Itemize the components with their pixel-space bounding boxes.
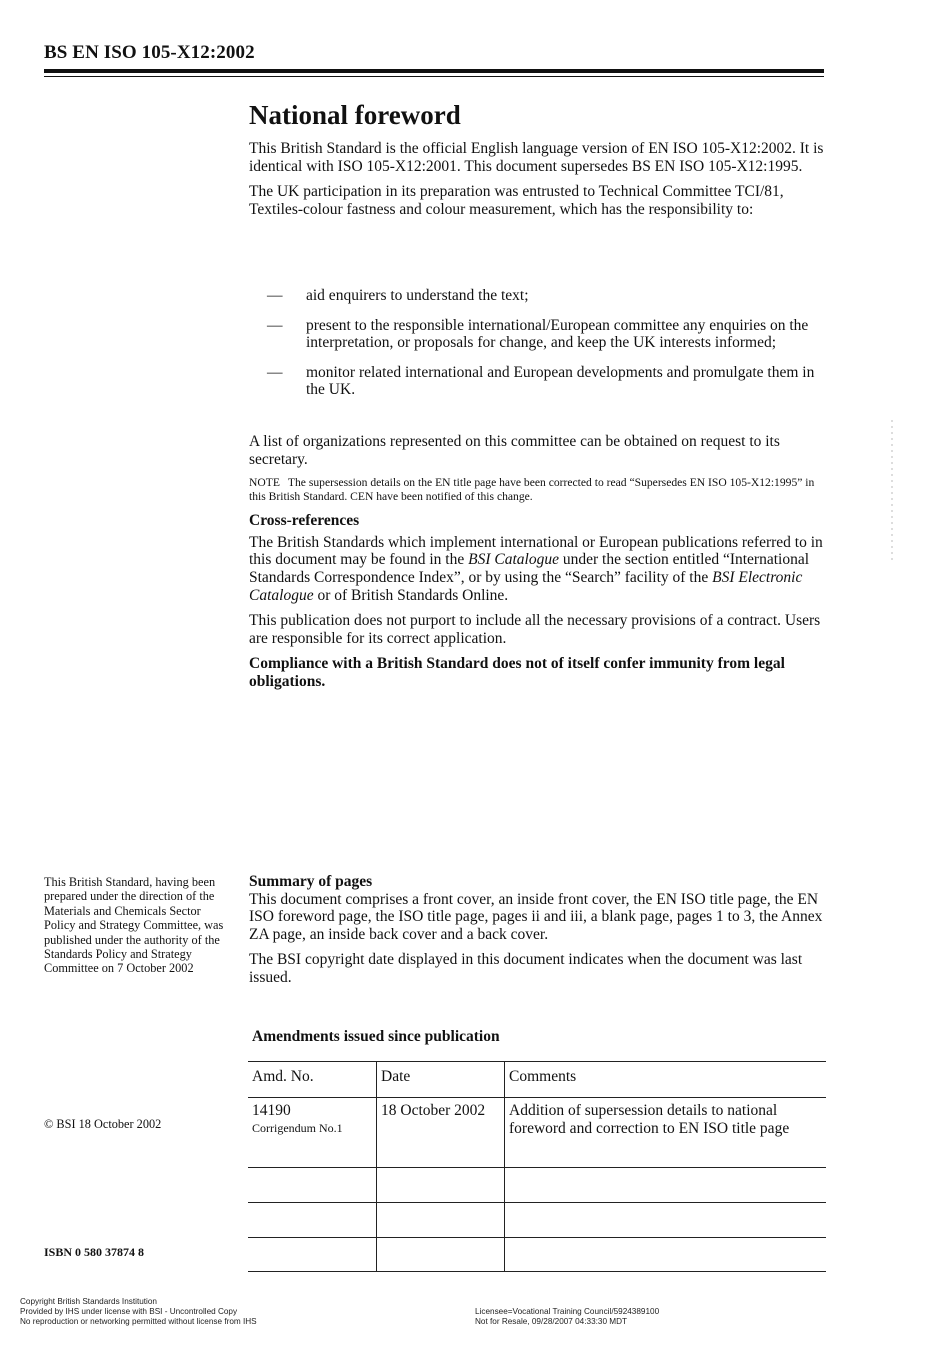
copyright-date-paragraph: The BSI copyright date displayed in this document indicates when the document was last issued.: [249, 951, 803, 986]
footer-right: [475, 1307, 659, 1327]
column-header: Date: [377, 1062, 505, 1098]
organizations-paragraph: A list of organizations represented on this committee can be obtained on request to its secretary.: [249, 433, 780, 468]
amd-no-cell: [248, 1098, 377, 1168]
header-rule-thin: [44, 76, 824, 77]
amd-subtitle: Corrigendum No.1: [252, 1120, 343, 1135]
empty-cell: [248, 1238, 377, 1272]
list-item-text: monitor related international and European developments and promulgate them in the UK.: [306, 363, 815, 399]
empty-cell: [377, 1203, 505, 1238]
amendments-table-wrap: [248, 1061, 826, 1272]
empty-cell: [505, 1203, 827, 1238]
list-item: [249, 317, 829, 352]
foreword-body: [249, 140, 829, 226]
list-item-text: present to the responsible international/European committee any enquiries on the interpretation, or proposals for change, and keep the UK interests informed;: [306, 316, 809, 352]
dash-marker: —: [267, 316, 283, 334]
summary-paragraph: This document comprises a front cover, an inside front cover, the EN ISO title page, the EN ISO foreword page, the ISO title page, pages ii and iii, a blank page, pages 1 to 3, the Annex ZA page, an inside back cover and a back cover.: [249, 890, 823, 943]
copyright-line: © BSI 18 October 2002: [44, 1117, 162, 1131]
empty-cell: [505, 1168, 827, 1203]
note: [249, 476, 829, 504]
list-item: [249, 364, 829, 399]
margin-marks: [888, 420, 896, 560]
table-row-empty: [248, 1168, 826, 1203]
committee-paragraph: The UK participation in its preparation was entrusted to Technical Committee TCI/81, Textiles-colour fastness and colour measurement, which has the responsibility to:: [249, 183, 784, 218]
empty-cell: [377, 1168, 505, 1203]
table-row-empty: [248, 1238, 826, 1272]
amd-number: 14190: [252, 1102, 291, 1119]
summary-heading: Summary of pages: [249, 873, 373, 890]
note-text: The supersession details on the EN title page have been corrected to read “Supersedes EN ISO 105-X12:1995” in this British Standard. CEN have been notified of this change.: [249, 476, 815, 504]
bsi-electronic-catalogue-title: BSI Electronic Catalogue: [249, 568, 803, 604]
footer-left: [20, 1297, 257, 1327]
amendments-heading: Amendments issued since publication: [252, 1028, 500, 1045]
footer-line: Copyright British Standards Institution: [20, 1297, 157, 1306]
empty-cell: [248, 1203, 377, 1238]
header-rule-thick: [44, 69, 824, 73]
publication-authority-note: This British Standard, having been prepared under the direction of the Materials and Chemicals Sector Policy and Strategy Committee, was published under the authority of the Standards Policy and Strategy Committee on 7 October 2002: [44, 875, 224, 976]
date-cell: 18 October 2002: [377, 1098, 505, 1168]
xref-text-3: or of British Standards Online.: [317, 586, 509, 604]
xref-text-2: under the section entitled “International Standards Correspondence Index”, or by using the “Search” facility of the: [249, 551, 810, 586]
cross-references-paragraph: [249, 534, 829, 604]
summary-section: [249, 873, 827, 995]
footer-line: No reproduction or networking permitted without license from IHS: [20, 1317, 257, 1326]
table-header-row: [248, 1062, 826, 1098]
note-label: NOTE: [249, 476, 280, 490]
table-row-empty: [248, 1203, 826, 1238]
list-item-text: aid enquirers to understand the text;: [306, 287, 529, 304]
empty-cell: [377, 1238, 505, 1272]
comments-cell: Addition of supersession details to national foreword and correction to EN ISO title page: [505, 1098, 827, 1168]
cross-references-heading: Cross-references: [249, 512, 360, 530]
dash-marker: —: [267, 363, 283, 381]
compliance-statement: Compliance with a British Standard does not of itself confer immunity from legal obligations.: [249, 655, 785, 690]
isbn: ISBN 0 580 37874 8: [44, 1245, 145, 1259]
column-header: Amd. No.: [248, 1062, 377, 1098]
foreword-body-continued: [249, 433, 829, 699]
provisions-paragraph: This publication does not purport to include all the necessary provisions of a contract. Users are responsible for its correct application.: [249, 612, 821, 647]
bsi-catalogue-title: BSI Catalogue: [468, 551, 559, 569]
list-item: [249, 287, 829, 305]
footer-line: Not for Resale, 09/28/2007 04:33:30 MDT: [475, 1317, 628, 1326]
empty-cell: [505, 1238, 827, 1272]
amendments-table: [248, 1061, 826, 1272]
empty-cell: [248, 1168, 377, 1203]
column-header: Comments: [505, 1062, 827, 1098]
footer-line: Licensee=Vocational Training Council/5924389100: [475, 1307, 660, 1316]
page-title: National foreword: [249, 100, 461, 130]
xref-text-1: The British Standards which implement international or European publications referred to in this document may be found in the: [249, 533, 823, 569]
document-id: BS EN ISO 105-X12:2002: [44, 42, 255, 63]
table-row: [248, 1098, 826, 1168]
intro-paragraph: This British Standard is the official English language version of EN ISO 105-X12:2002. It is identical with ISO 105-X12:2001. This document supersedes BS EN ISO 105-X12:1995.: [249, 140, 824, 175]
responsibility-list: [249, 287, 829, 411]
dash-marker: —: [267, 287, 283, 304]
footer-line: Provided by IHS under license with BSI - Uncontrolled Copy: [20, 1307, 238, 1316]
